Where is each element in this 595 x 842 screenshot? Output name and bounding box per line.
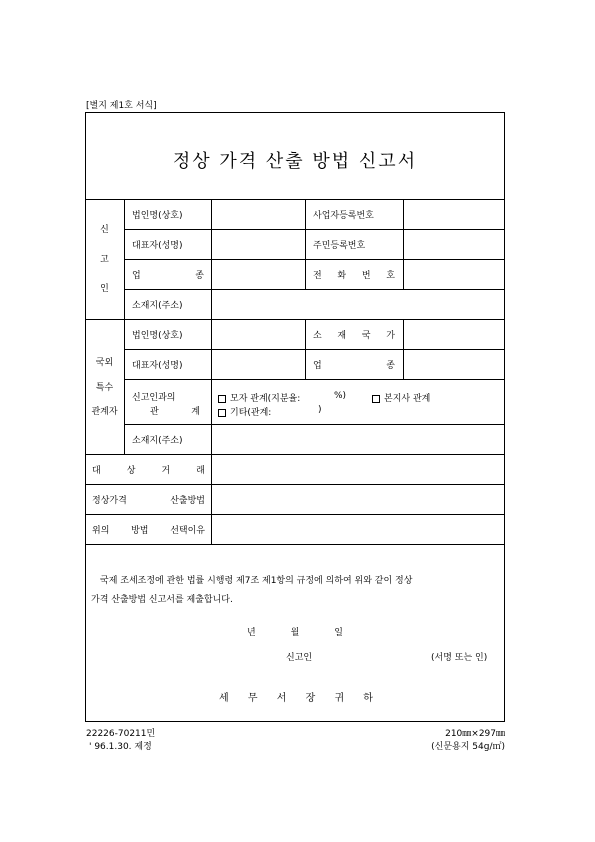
form-code: 22226-70211민 (86, 729, 156, 739)
method-reason-field[interactable] (212, 515, 504, 543)
foreign-country-field[interactable] (404, 320, 504, 348)
foreign-rep-name-field[interactable] (212, 350, 304, 378)
relation-option-parent[interactable]: 모자 관계(지분율: (218, 391, 300, 404)
foreign-address-field[interactable] (212, 425, 504, 453)
reporter-biz-no-label: 사업자등록번호 (313, 210, 374, 221)
reporter-industry-field[interactable] (212, 260, 304, 288)
signer-label: 신고인 (286, 653, 313, 663)
reporter-rep-name-label: 대표자(성명) (132, 240, 183, 251)
statement-line1: 국제 조세조정에 관한 법률 시행령 제7조 제1항의 규정에 의하여 위와 같이 정상 (100, 576, 413, 586)
relation-other-close: ) (318, 405, 322, 415)
divider (124, 199, 125, 454)
relation-option-branch[interactable]: 본지사 관계 (372, 391, 430, 404)
foreign-industry-field[interactable] (404, 350, 504, 378)
other-checkbox[interactable] (218, 409, 226, 417)
divider (85, 544, 505, 545)
parent-checkbox[interactable] (218, 395, 226, 403)
divider (305, 199, 306, 289)
branch-checkbox[interactable] (372, 395, 380, 403)
foreign-country-label: 소 재 국 가 (313, 330, 395, 341)
statement-line2: 가격 산출방법 신고서를 제출합니다. (91, 595, 233, 605)
foreign-address-label: 소재지(주소) (132, 435, 183, 446)
relation-parent-unit: %) (334, 391, 347, 401)
pricing-method-label: 정상가격 산출방법 (92, 495, 205, 506)
foreign-party-side-label: 국외 특수 관계자 (91, 358, 118, 417)
reporter-industry-label: 업 종 (132, 270, 204, 281)
reporter-address-label: 소재지(주소) (132, 300, 183, 311)
reporter-resident-no-label: 주민등록번호 (313, 240, 366, 251)
relation-option-other[interactable]: 기타(관계: (218, 405, 271, 418)
enacted-date: ' 96.1.30. 제정 (89, 742, 152, 752)
target-transaction-field[interactable] (212, 455, 504, 483)
sign-note: (서명 또는 인) (431, 653, 488, 663)
foreign-industry-label: 업 종 (313, 360, 395, 371)
relation-label-line2: 관 계 (150, 407, 200, 417)
foreign-corp-name-field[interactable] (212, 320, 304, 348)
pricing-method-field[interactable] (212, 485, 504, 513)
reporter-phone-label: 전 화 번 호 (313, 270, 395, 281)
method-reason-label: 위의 방법 선택이유 (92, 525, 205, 536)
divider (124, 379, 505, 380)
reporter-biz-no-field[interactable] (404, 200, 504, 228)
divider (305, 319, 306, 379)
form-title: 정상 가격 산출 방법 신고서 (172, 151, 418, 172)
foreign-rep-name-label: 대표자(성명) (132, 360, 183, 371)
relation-label-line1: 신고인과의 (132, 393, 176, 403)
reporter-corp-name-field[interactable] (212, 200, 304, 228)
submission-date: 년 월 일 (247, 628, 343, 638)
addressee: 세 무 서 장 귀 하 (219, 693, 373, 704)
reporter-corp-name-label: 법인명(상호) (132, 210, 183, 221)
foreign-corp-name-label: 법인명(상호) (132, 330, 183, 341)
target-transaction-label: 대 상 거 래 (92, 465, 205, 476)
reporter-address-field[interactable] (212, 290, 504, 318)
reporter-phone-field[interactable] (404, 260, 504, 288)
paper-size: 210㎜×297㎜ (445, 729, 505, 739)
reporter-resident-no-field[interactable] (404, 230, 504, 258)
form-label: [별지 제1호 서식] (86, 101, 157, 111)
paper-type: (신문용지 54g/㎡) (431, 742, 505, 752)
reporter-side-label: 신 고 인 (100, 225, 109, 294)
reporter-rep-name-field[interactable] (212, 230, 304, 258)
